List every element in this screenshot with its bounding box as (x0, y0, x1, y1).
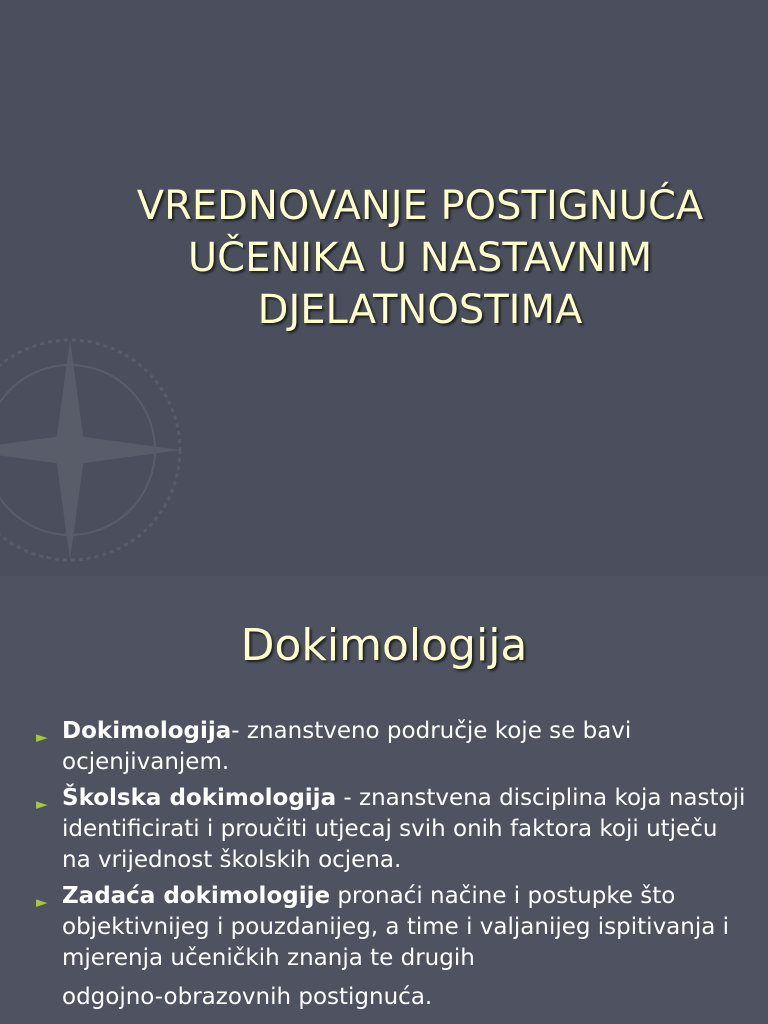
slide-heading: Dokimologija (240, 620, 528, 671)
content-slide (0, 576, 768, 1024)
compass-watermark-icon (0, 320, 240, 576)
list-item (36, 716, 748, 778)
triangle-bullet-icon: ► (36, 893, 48, 911)
triangle-bullet-icon: ► (36, 728, 48, 746)
slide-title: VREDNOVANJE POSTIGNUĆA UČENIKA U NASTAVNIM DJELATNOSTIMA (136, 183, 704, 333)
term-definition: pronaći načine i postupke što objektivnijeg i pouzdanijeg, a time i valjanijeg ispitivanja i mjerenja učeničkih znanja te drugih (62, 883, 730, 971)
term-definition: - znanstvena disciplina koja nastoji identificirati i proučiti utjecaj svih onih faktora koji utječu na vrijednost školskih ocjena. (62, 785, 746, 873)
term-definition-last-line: odgojno-obrazovnih postignuća. (62, 984, 433, 1010)
term-bold: Školska dokimologija (62, 785, 337, 811)
term-bold: Dokimologija (62, 718, 232, 744)
list-item (36, 881, 748, 1013)
term-bold: Zadaća dokimologije (62, 883, 331, 909)
list-item (36, 783, 748, 876)
term-definition: - znanstveno područje koje se bavi ocjenjivanjem. (62, 718, 632, 775)
triangle-bullet-icon: ► (36, 795, 48, 813)
bullet-list (36, 716, 748, 1018)
